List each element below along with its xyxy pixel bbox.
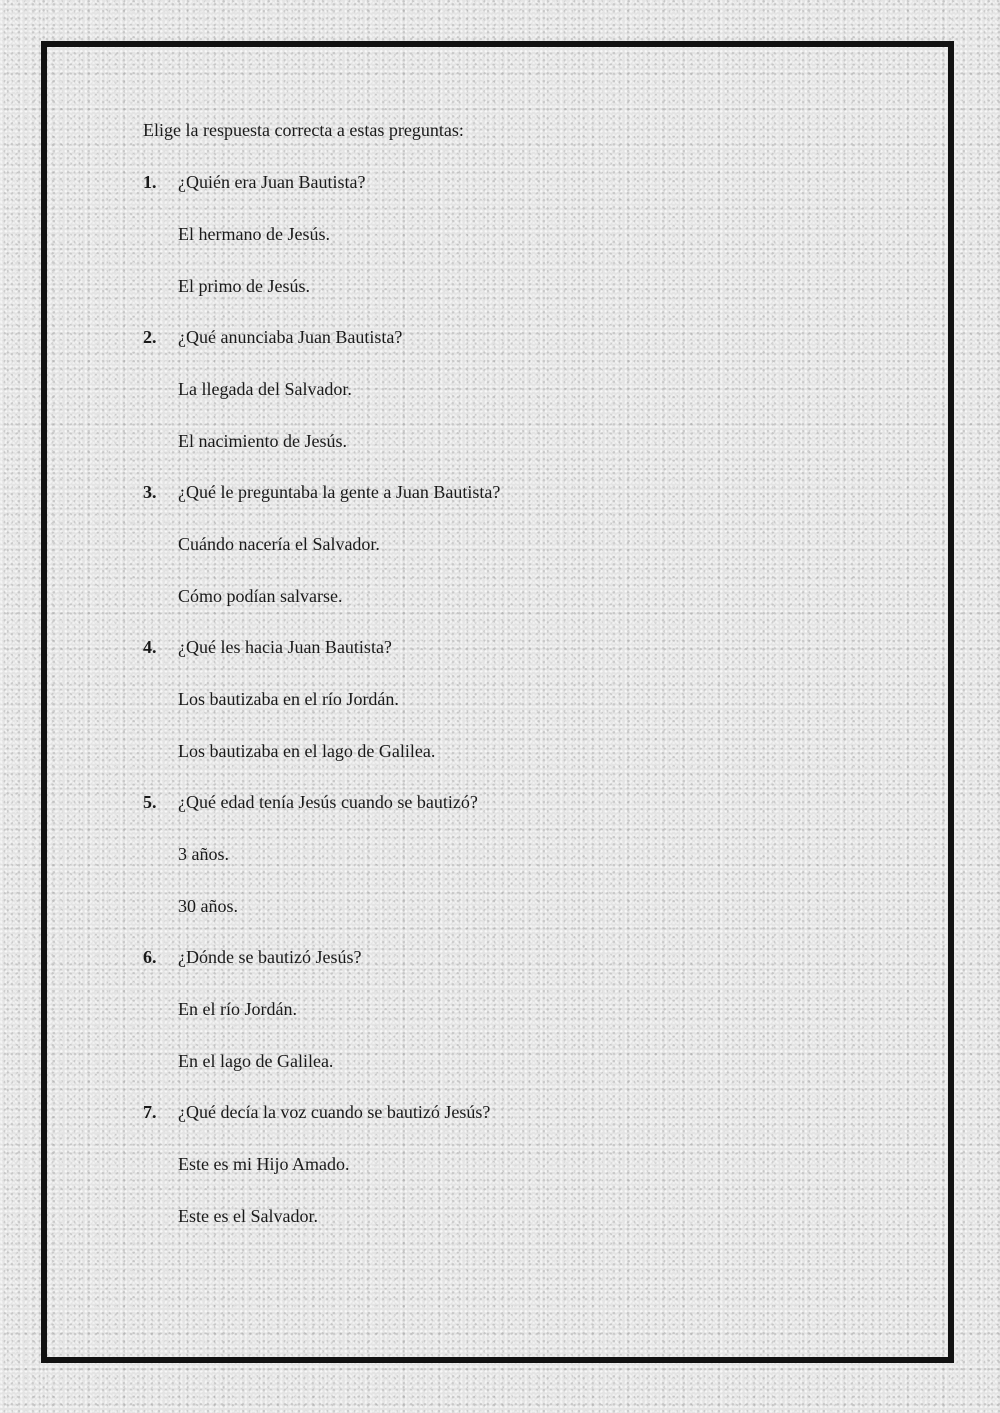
answer-option[interactable]: Los bautizaba en el lago de Galilea. (178, 740, 436, 761)
question-text: ¿Qué le preguntaba la gente a Juan Bautista? (178, 482, 501, 502)
question-block-6 (143, 944, 883, 1074)
question-3 (143, 479, 883, 505)
worksheet-instruction: Elige la respuesta correcta a estas preguntas: (143, 120, 464, 140)
answer-option[interactable]: Este es mi Hijo Amado. (178, 1154, 350, 1174)
question-number: 6. (143, 947, 157, 967)
question-block-1 (143, 169, 883, 299)
question-block-3 (143, 479, 883, 609)
question-text: ¿Dónde se bautizó Jesús? (178, 947, 362, 967)
worksheet-content (143, 117, 883, 1254)
question-text: ¿Quién era Juan Bautista? (178, 172, 366, 192)
question-number: 4. (143, 637, 157, 657)
question-5 (143, 789, 883, 815)
answer-option[interactable]: El hermano de Jesús. (178, 224, 330, 244)
answer-option[interactable]: El nacimiento de Jesús. (178, 430, 347, 451)
question-4 (143, 634, 883, 660)
question-1 (143, 169, 883, 195)
question-2 (143, 324, 883, 350)
question-7 (143, 1099, 883, 1125)
answer-option[interactable]: La llegada del Salvador. (178, 379, 352, 399)
answer-option[interactable]: Cómo podían salvarse. (178, 585, 343, 606)
answer-option[interactable]: Los bautizaba en el río Jordán. (178, 689, 399, 709)
question-text: ¿Qué edad tenía Jesús cuando se bautizó? (178, 792, 478, 812)
answer-option[interactable]: Este es el Salvador. (178, 1205, 318, 1226)
question-number: 1. (143, 172, 157, 192)
question-block-4 (143, 634, 883, 764)
question-block-7 (143, 1099, 883, 1229)
answer-option[interactable]: En el río Jordán. (178, 999, 297, 1019)
question-number: 7. (143, 1102, 157, 1122)
question-text: ¿Qué anunciaba Juan Bautista? (178, 327, 403, 347)
question-block-2 (143, 324, 883, 454)
answer-option[interactable]: En el lago de Galilea. (178, 1050, 334, 1071)
question-text: ¿Qué decía la voz cuando se bautizó Jesús? (178, 1102, 491, 1122)
question-block-5 (143, 789, 883, 919)
question-number: 3. (143, 482, 157, 502)
question-6 (143, 944, 883, 970)
answer-option[interactable]: 3 años. (178, 844, 229, 864)
question-text: ¿Qué les hacia Juan Bautista? (178, 637, 392, 657)
question-number: 2. (143, 327, 157, 347)
answer-option[interactable]: Cuándo nacería el Salvador. (178, 534, 380, 554)
question-number: 5. (143, 792, 157, 812)
answer-option[interactable]: El primo de Jesús. (178, 275, 310, 296)
answer-option[interactable]: 30 años. (178, 895, 238, 916)
